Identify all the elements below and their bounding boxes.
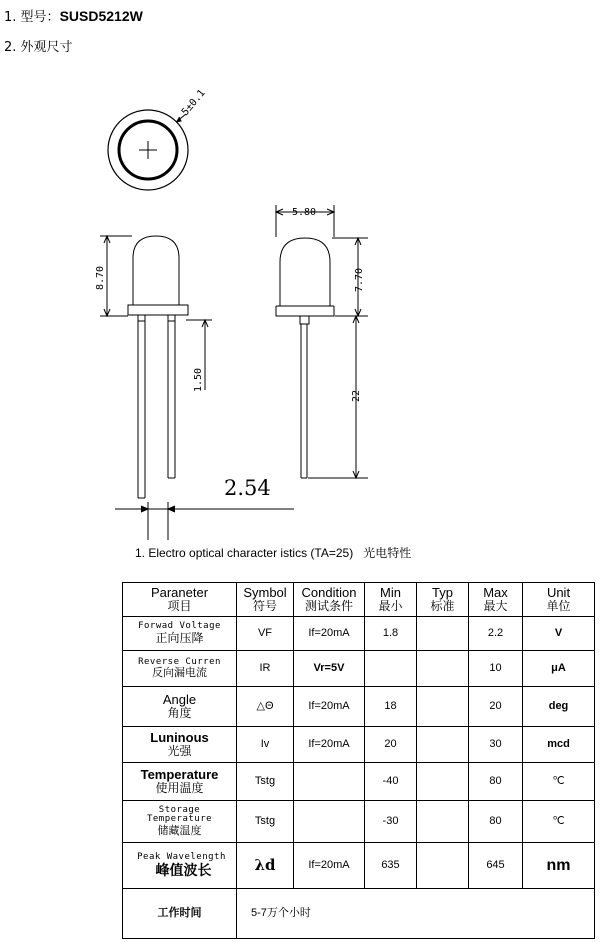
unit-cell: deg	[523, 687, 595, 727]
max-cell: 645	[469, 843, 523, 889]
table-row	[123, 687, 595, 727]
work-time-value: 5-7万个小时	[237, 889, 595, 939]
table-row	[123, 651, 595, 687]
header-parameter: Paraneter 项目	[123, 583, 237, 617]
symbol-cell: VF	[237, 617, 294, 651]
table-row	[123, 843, 595, 889]
table-row	[123, 617, 595, 651]
dim-diameter: 5±0.1	[179, 87, 208, 118]
min-cell	[365, 651, 417, 687]
spec-table	[122, 582, 595, 939]
led-dimension-drawing	[0, 60, 600, 540]
symbol-cell: △Θ	[237, 687, 294, 727]
dim-lead-length: 22	[351, 389, 362, 402]
header-condition: Condition 测试条件	[294, 583, 365, 617]
front-view	[95, 236, 212, 498]
unit-cell: V	[523, 617, 595, 651]
min-cell: 1.8	[365, 617, 417, 651]
dim-lead-gap: 1.50	[193, 367, 204, 392]
max-cell: 80	[469, 763, 523, 801]
symbol-cell: Tstg	[237, 763, 294, 801]
typ-cell	[417, 651, 469, 687]
condition-cell	[294, 801, 365, 843]
dim-body: 7.70	[354, 267, 365, 292]
unit-cell: mcd	[523, 727, 595, 763]
pitch-dimension	[115, 476, 294, 540]
work-time-row	[123, 889, 595, 939]
unit-cell: μA	[523, 651, 595, 687]
table-row	[123, 801, 595, 843]
max-cell: 20	[469, 687, 523, 727]
item-number: 1.	[4, 10, 17, 25]
typ-cell	[417, 843, 469, 889]
condition-cell: If=20mA	[294, 843, 365, 889]
max-cell: 80	[469, 801, 523, 843]
min-cell: -40	[365, 763, 417, 801]
param-cell: Luninous 光强	[123, 727, 237, 763]
table-row	[123, 763, 595, 801]
dim-pitch: 2.54	[224, 476, 271, 500]
electro-optical-title	[135, 544, 411, 561]
dim-height: 8.70	[95, 265, 106, 290]
condition-cell: If=20mA	[294, 727, 365, 763]
eo-title-cn: 光电特性	[363, 546, 412, 560]
model-number: SUSD5212W	[59, 8, 143, 24]
condition-cell: If=20mA	[294, 617, 365, 651]
symbol-cell: Tstg	[237, 801, 294, 843]
header-max: Max 最大	[469, 583, 523, 617]
symbol-cell: IR	[237, 651, 294, 687]
header-unit: Unit 单位	[523, 583, 595, 617]
unit-cell: ℃	[523, 763, 595, 801]
param-cell: Reverse Curren 反向漏电流	[123, 651, 237, 687]
dim-width: 5.80	[292, 207, 317, 218]
unit-cell: nm	[523, 843, 595, 889]
param-cell: Peak Wavelength 峰值波长	[123, 843, 237, 889]
min-cell: 20	[365, 727, 417, 763]
param-cell: Forwad Voltage 正向压降	[123, 617, 237, 651]
max-cell: 2.2	[469, 617, 523, 651]
header-symbol: Symbol 符号	[237, 583, 294, 617]
typ-cell	[417, 763, 469, 801]
min-cell: 635	[365, 843, 417, 889]
symbol-cell: Iv	[237, 727, 294, 763]
condition-cell	[294, 763, 365, 801]
max-cell: 10	[469, 651, 523, 687]
param-cell: Angle 角度	[123, 687, 237, 727]
table-header	[123, 583, 595, 617]
typ-cell	[417, 617, 469, 651]
model-label: 型号：	[20, 10, 60, 25]
condition-cell: If=20mA	[294, 687, 365, 727]
param-cell: Storage Temperature 储藏温度	[123, 801, 237, 843]
max-cell: 30	[469, 727, 523, 763]
table-row	[123, 727, 595, 763]
eo-title-en: 1. Electro optical character istics (TA=25)	[135, 546, 354, 560]
min-cell: -30	[365, 801, 417, 843]
min-cell: 18	[365, 687, 417, 727]
typ-cell	[417, 687, 469, 727]
typ-cell	[417, 801, 469, 843]
param-cell: Temperature 使用温度	[123, 763, 237, 801]
top-view	[108, 88, 208, 190]
header-min: Min 最小	[365, 583, 417, 617]
unit-cell: ℃	[523, 801, 595, 843]
model-heading	[4, 6, 143, 25]
typ-cell	[417, 727, 469, 763]
symbol-cell: λd	[237, 843, 294, 889]
header-typ: Typ 标准	[417, 583, 469, 617]
condition-cell: Vr=5V	[294, 651, 365, 687]
work-time-label: 工作时间	[123, 889, 237, 939]
dimensions-heading: 2. 外观尺寸	[4, 40, 73, 55]
side-view	[276, 205, 368, 478]
